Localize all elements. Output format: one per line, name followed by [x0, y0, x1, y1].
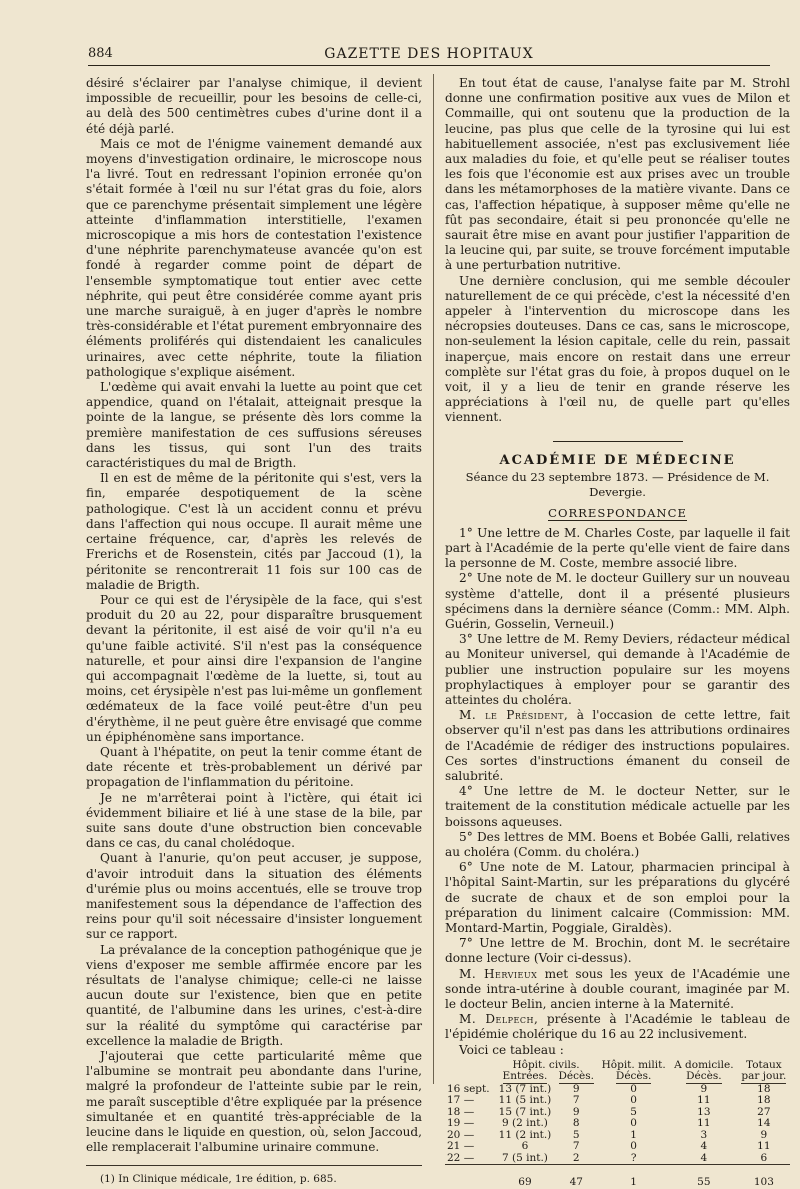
- table-intro: Voici ce tableau :: [459, 1042, 564, 1057]
- correspondence-title: CORRESPONDANCE: [548, 506, 687, 521]
- table-cell: 47: [555, 1165, 597, 1189]
- table-cell: 5: [572, 1128, 580, 1141]
- table-cell: 19 —: [447, 1117, 475, 1130]
- table-header-cell: Totaux: [746, 1058, 782, 1071]
- table-cell: ?: [630, 1151, 637, 1164]
- right-column: [445, 76, 790, 1189]
- paragraph: L'œdème qui avait envahi la luette au point que cet appendice, quand on l'étalait, atteignait presque la pointe de la langue, se présente dès lors comme la première manifestation de ces suffusions séreuses dans les tissus, qui sont l'un des traits caractéristiques du mal de Brigth.: [86, 380, 422, 471]
- table-row: [445, 1084, 790, 1096]
- table-row: [445, 1141, 790, 1153]
- table-cell: 5: [630, 1105, 637, 1118]
- table-cell: 7: [572, 1094, 580, 1107]
- table-header-cell: par jour.: [741, 1070, 787, 1083]
- correspondence-item: 5° Des lettres de MM. Boens et Bobée Galli, relatives au choléra (Comm. du choléra.): [445, 829, 790, 859]
- table-cell: [445, 1165, 495, 1189]
- page-number: 884: [88, 46, 113, 61]
- table-cell: 6: [521, 1140, 529, 1153]
- table-subheader-row: [445, 1071, 790, 1084]
- journal-title: GAZETTE DES HOPITAUX: [324, 46, 534, 62]
- paragraph: Il en est de même de la péritonite qui s'est, vers la fin, emparée despotiquement de la scène pathologique. C'est là un accident connu et prévu dans l'affection qui nous occupe. Il aurait même une certaine fréquence, car, d'après les relevés de Frerichs et de Rosenstein, cités par Jaccoud (1), la péritonite se rencontrerait 11 fois sur 100 cas de maladie de Brigth.: [86, 471, 422, 592]
- table-cell: 4: [700, 1140, 708, 1153]
- table-header-cell: A domicile.: [674, 1058, 734, 1071]
- table-row: [445, 1130, 790, 1142]
- table-cell: 18: [757, 1094, 771, 1107]
- table-cell: 27: [757, 1105, 771, 1118]
- table-cell: 11: [697, 1094, 711, 1107]
- table-cell: 9: [760, 1128, 768, 1141]
- correspondence-heading: [445, 506, 790, 521]
- footnote-rule: [86, 1165, 422, 1166]
- table-cell: 7 (5 int.): [502, 1151, 548, 1164]
- table-header-cell: [445, 1060, 495, 1072]
- table-header-cell: Hôpit. civils.: [512, 1058, 580, 1071]
- table-totals-row: [445, 1165, 790, 1189]
- table-cell: 8: [572, 1117, 580, 1130]
- table-cell: 16 sept.: [447, 1082, 490, 1095]
- correspondence-item: [445, 1012, 790, 1042]
- cholera-table: [445, 1060, 790, 1189]
- paragraph: Quant à l'hépatite, on peut la tenir comme étant de date récente et très-probablement un dérivé par propagation de l'inflammation du péritoine.: [86, 744, 422, 790]
- table-cell: 4: [700, 1151, 708, 1164]
- table-cell: 7: [572, 1140, 580, 1153]
- column-divider: [433, 74, 434, 1084]
- table-cell: 20 —: [447, 1128, 475, 1141]
- correspondence-item: 6° Une note de M. Latour, pharmacien principal à l'hôpital Saint-Martin, sur les préparations du glycéré de sucrate de chaux et de son emploi pour la préparation du liniment calcaire (Commission: MM. Montard-Martin, Poggiale, Giraldès).: [445, 860, 790, 935]
- table-cell: 14: [757, 1117, 771, 1130]
- footnote: (1) In Clinique médicale, 1re édition, p. 685.: [100, 1173, 337, 1186]
- table-cell: 15 (7 int.): [498, 1105, 552, 1118]
- table-cell: 13 (7 int.): [498, 1082, 552, 1095]
- table-row: [445, 1107, 790, 1119]
- correspondence-item: 2° Une note de M. le docteur Guillery sur un nouveau système d'attelle, dont il a présenté plusieurs spécimens dans la dernière séance (Comm.: MM. Alph. Guérin, Gosselin, Verneuil.): [445, 571, 790, 631]
- table-header-cell: Hôpit. milit.: [601, 1058, 666, 1071]
- paragraph: Je ne m'arrêterai point à l'ictère, qui était ici évidemment biliaire et lié à une stase de la bile, par suite sans doute d'une obstruction bien concevable dans ce cas, du canal cholédoque.: [86, 790, 422, 851]
- speaker-text: présente à l'Académie le tableau de l'épidémie cholérique du 16 au 22 inclusivement.: [445, 1012, 791, 1042]
- table-cell: 9: [572, 1082, 580, 1095]
- speaker-text: met sous les yeux de l'Académie une sonde intra-utérine à double courant, imaginée par M. le docteur Belin, ancien interne à la Maternité.: [445, 966, 790, 1011]
- table-header-cell: [445, 1071, 495, 1084]
- table-cell: 11: [697, 1117, 711, 1130]
- correspondence-item: [445, 708, 790, 784]
- table-cell: 9: [572, 1105, 580, 1118]
- left-column: [86, 76, 422, 1188]
- table-cell: 55: [670, 1165, 738, 1189]
- speaker-name: M. le Président,: [459, 708, 569, 723]
- table-row: [445, 1118, 790, 1130]
- table-cell: 9: [700, 1082, 708, 1095]
- section-rule: [445, 434, 790, 449]
- table-header-cell: Décès.: [615, 1070, 652, 1083]
- table-cell: 0: [630, 1094, 637, 1107]
- table-cell: 0: [630, 1082, 637, 1095]
- correspondence-item: [445, 967, 790, 1013]
- table-cell: 0: [630, 1140, 637, 1153]
- speaker-name: M. Delpech,: [459, 1012, 539, 1027]
- paragraph: Quant à l'anurie, qu'on peut accuser, je suppose, d'avoir introduit dans la situation des éléments d'urémie plus ou moins accentués, elle se trouve trop manifestement sous la dépendance de l'affection des reins pour qu'il soit nécessaire d'insister longuement sur ce rapport.: [86, 851, 422, 942]
- table-cell: 17 —: [447, 1094, 475, 1107]
- correspondence-item: 1° Une lettre de M. Charles Coste, par laquelle il fait part à l'Académie de la perte qu'elle vient de faire dans la personne de M. Coste, membre associé libre.: [445, 525, 790, 571]
- table-header-cell: Décès.: [558, 1070, 594, 1083]
- table-cell: 9 (2 int.): [502, 1117, 548, 1130]
- table-cell: 21 —: [447, 1140, 475, 1153]
- correspondence-item: 7° Une lettre de M. Brochin, dont M. le secrétaire donne lecture (Voir ci-dessus).: [445, 936, 790, 966]
- table-cell: 11 (2 int.): [498, 1128, 552, 1141]
- paragraph: Une dernière conclusion, qui me semble découler naturellement de ce qui précède, c'est la nécessité d'en appeler à l'intervention du microscope dans les nécropsies douteuses. Dans ce cas, sans le microscope, non-seulement la lésion capitale, celle du rein, passait inaperçue, mais encore on restait dans une erreur complète sur l'état gras du foie, à propos duquel on le voit, il y a lieu de tenir en grande réserve les appréciations à l'œil nu, de quelle part qu'elles viennent.: [445, 273, 790, 425]
- table-cell: 13: [697, 1105, 711, 1118]
- paragraph: désiré s'éclairer par l'analyse chimique, il devient impossible de recueillir, pour les besoins de celle-ci, au delà des 500 centimètres cubes d'urine dont il a été déjà parlé.: [86, 76, 422, 136]
- table-cell: 69: [495, 1165, 555, 1189]
- table-row: [445, 1153, 790, 1165]
- speaker-name: M. Hervieux: [459, 966, 538, 981]
- table-header-cell: Décès.: [686, 1070, 722, 1083]
- speaker-text: à l'occasion de cette lettre, fait observer qu'il n'est pas dans les attributions ordinaires de l'Académie de rédiger des instructions populaires. Ces sortes d'instructions émanent du conseil de salubrité.: [445, 708, 790, 783]
- page-header: [88, 46, 770, 66]
- paragraph: La prévalance de la conception pathogénique que je viens d'exposer me semble affirmée encore par les résultats de l'analyse chimique; celle-ci ne laisse aucun doute sur l'existence, bien que en petite quantité, de l'albumine dans les urines, c'est-à-dire sur la réalité du symptôme qui caractérise par excellence la maladie de Brigth.: [86, 942, 422, 1048]
- table-row: [445, 1095, 790, 1107]
- paragraph: Pour ce qui est de l'érysipèle de la face, qui s'est produit du 20 au 22, pour disparaître brusquement devant la péritonite, il est aisé de voir qu'il n'a eu qu'une faible activité. S'il n'est pas la conséquence naturelle, et pour ainsi dire l'expansion de l'angine qui accompagnait l'œdème de la luette, si, tout au moins, cet érysipèle n'est pas lui-même un gonflement œdémateux de la face voilé peut-être d'un peu d'érythème, il ne peut guère être envisagé que comme un épiphénomène sans importance.: [86, 592, 422, 744]
- table-cell: 11: [757, 1140, 771, 1153]
- table-cell: 18: [757, 1082, 771, 1095]
- section-title: ACADÉMIE DE MÉDECINE: [499, 452, 736, 468]
- table-cell: 1: [630, 1128, 637, 1141]
- header-rule: [88, 65, 770, 66]
- paragraph: En tout état de cause, l'analyse faite par M. Strohl donne une confirmation positive aux vues de Milon et Commaille, qui ont soutenu que la production de la leucine, pas plus que celle de la tyrosine qui lui est habituellement associée, n'est pas exclusivement liée aux maladies du foie, et qu'elle peut se réaliser toutes les fois que l'économie est aux prises avec un trouble dans les métamorphoses de la matière vivante. Dans ce cas, l'affection hépatique, à supposer même qu'elle ne fût pas secondaire, était si peu prononcée qu'elle ne saurait être mise en avant pour justifier l'apparition de la leucine qui, par suite, se trouve forcément imputable à une perturbation nutritive.: [445, 76, 790, 273]
- paragraph: J'ajouterai que cette particularité même que l'albumine se montrait peu abondante dans l'urine, malgré la profondeur de l'atteinte subie par le rein, me paraît susceptible d'être expliquée par la présence simultanée et en quantité très-appréciable de la leucine dans le liquide en question, où, selon Jaccoud, elle remplacerait l'albumine urinaire commune.: [86, 1049, 422, 1155]
- correspondence-item: 3° Une lettre de M. Remy Deviers, rédacteur médical au Moniteur universel, qui demande à l'Académie de publier une instruction populaire sur les moyens prophylactiques à employer pour se garantir des atteintes du choléra.: [445, 632, 790, 707]
- table-cell: 18 —: [447, 1105, 475, 1118]
- correspondence-item: 4° Une lettre de M. le docteur Netter, sur le traitement de la constitution médicale actuelle par les boissons aqueuses.: [445, 784, 790, 829]
- table-cell: 3: [700, 1128, 708, 1141]
- session-line: Séance du 23 septembre 1873. — Présidence de M. Devergie.: [465, 470, 770, 500]
- table-header-cell: Entrées.: [502, 1070, 548, 1083]
- table-cell: 1: [597, 1165, 670, 1189]
- table-cell: 22 —: [447, 1151, 475, 1164]
- table-cell: 103: [738, 1165, 790, 1189]
- table-cell: 2: [572, 1151, 580, 1164]
- table-cell: 6: [760, 1151, 768, 1164]
- table-cell: 0: [630, 1117, 637, 1130]
- paragraph: Mais ce mot de l'énigme vainement demandé aux moyens d'investigation ordinaire, le microscope nous l'a livré. Tout en redressant l'opinion erronée qu'on s'était formée à l'œil nu sur l'état gras du foie, alors que ce parenchyme présentait simplement une légère atteinte d'inflammation interstitielle, l'examen microscopique a mis hors de contestation l'existence d'une néphrite parenchymateuse avancée qu'on est fondé à regarder comme point de départ de l'ensemble symptomatique tout entier avec cette néphrite, qui peut être considérée comme ayant pris une marche suraiguë, à en juger d'après le nombre très-considérable et l'état purement embryonnaire des éléments proliférés qui distendaient les canalicules urinaires, avec cette néphrite, toute la filiation pathologique s'explique aisément.: [86, 136, 422, 379]
- table-cell: 11 (5 int.): [498, 1094, 552, 1107]
